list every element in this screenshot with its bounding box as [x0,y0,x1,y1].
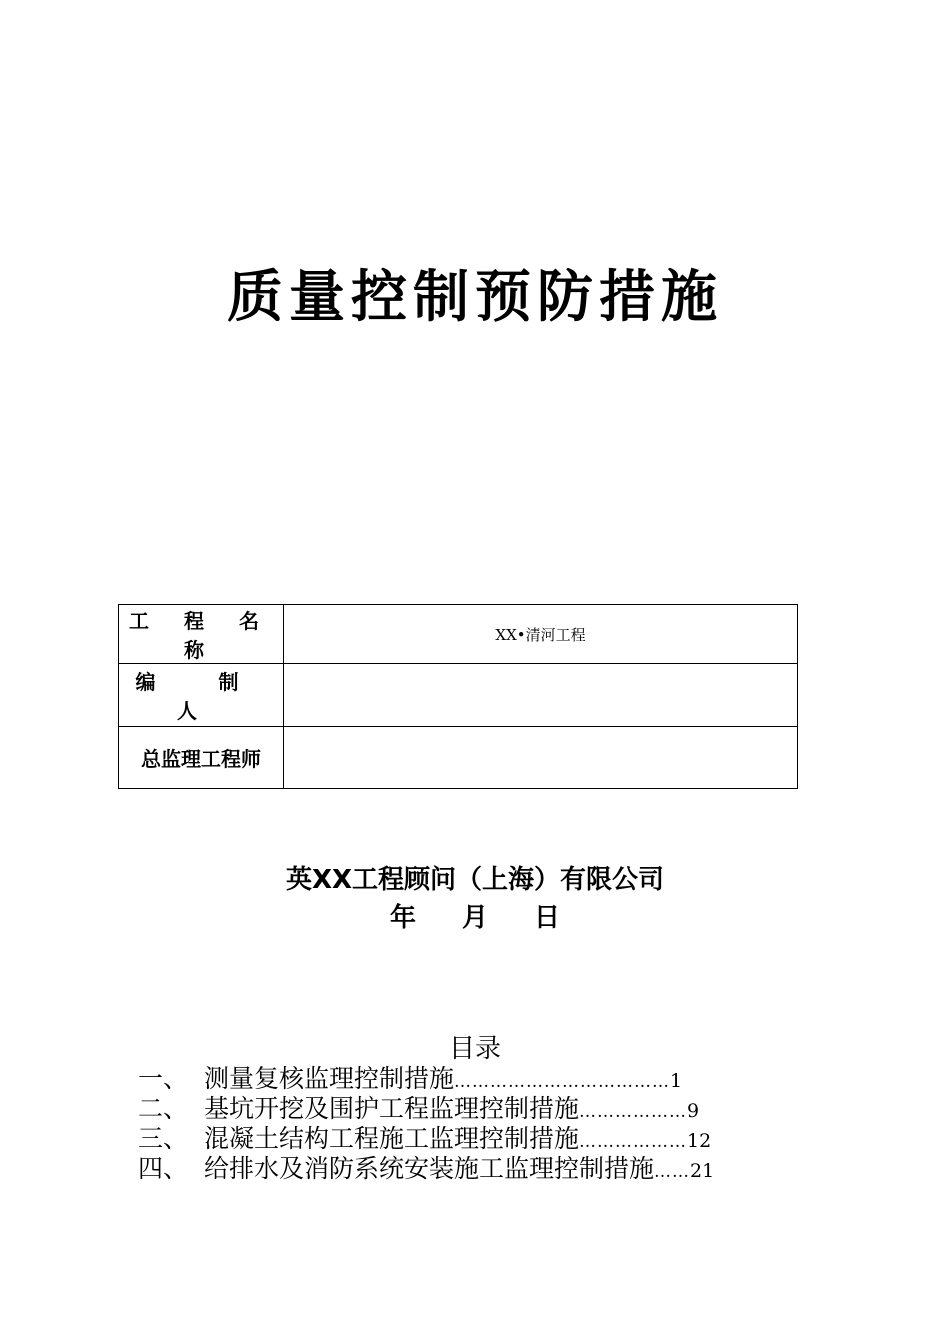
toc-item[interactable] [138,1154,838,1184]
toc-item-text: 给排水及消防系统安装施工监理控制措施 [204,1154,655,1183]
toc-title: 目录 [448,1034,501,1064]
toc-item[interactable] [138,1124,838,1154]
compiler-label: 编 制 人 [119,664,284,727]
toc-item-number: 一、 [138,1064,189,1093]
project-name-value: XX•清河工程 [284,605,798,664]
toc-item-text: 测量复核监理控制措施 [204,1064,455,1093]
toc-item-leader: ……………………………… [454,1072,671,1092]
table-row [119,664,798,727]
toc-item-number: 二、 [138,1094,189,1123]
toc-item-text: 混凝土结构工程施工监理控制措施 [204,1124,580,1153]
company-name: 英XX工程顾问（上海）有限公司 [285,865,665,895]
toc-item-number: 四、 [138,1154,189,1183]
project-name-label: 工 程 名 称 [119,605,284,664]
toc-item-number: 三、 [138,1124,189,1153]
toc-item[interactable] [138,1064,838,1094]
toc-item-text: 基坑开挖及围护工程监理控制措施 [204,1094,580,1123]
chief-engineer-value [284,727,798,789]
toc-item-leader: …… [654,1162,691,1182]
toc-item-leader: ……………… [579,1102,688,1122]
toc-item-page: 9 [687,1100,700,1122]
date-line [0,901,950,935]
document-title: 质量控制预防措施 [227,265,723,330]
toc-item-leader: ……………… [579,1132,688,1152]
chief-engineer-label: 总监理工程师 [119,727,284,789]
toc-item-page: 12 [687,1130,712,1152]
date-month: 月 [461,903,488,933]
table-row [119,605,798,664]
table-of-contents [138,1064,838,1184]
compiler-value [284,664,798,727]
table-row [119,727,798,789]
date-year: 年 [389,903,416,933]
toc-item-page: 1 [670,1070,683,1092]
toc-item[interactable] [138,1094,838,1124]
project-info-table [118,604,798,789]
toc-item-page: 21 [690,1160,715,1182]
date-day: 日 [534,903,561,933]
